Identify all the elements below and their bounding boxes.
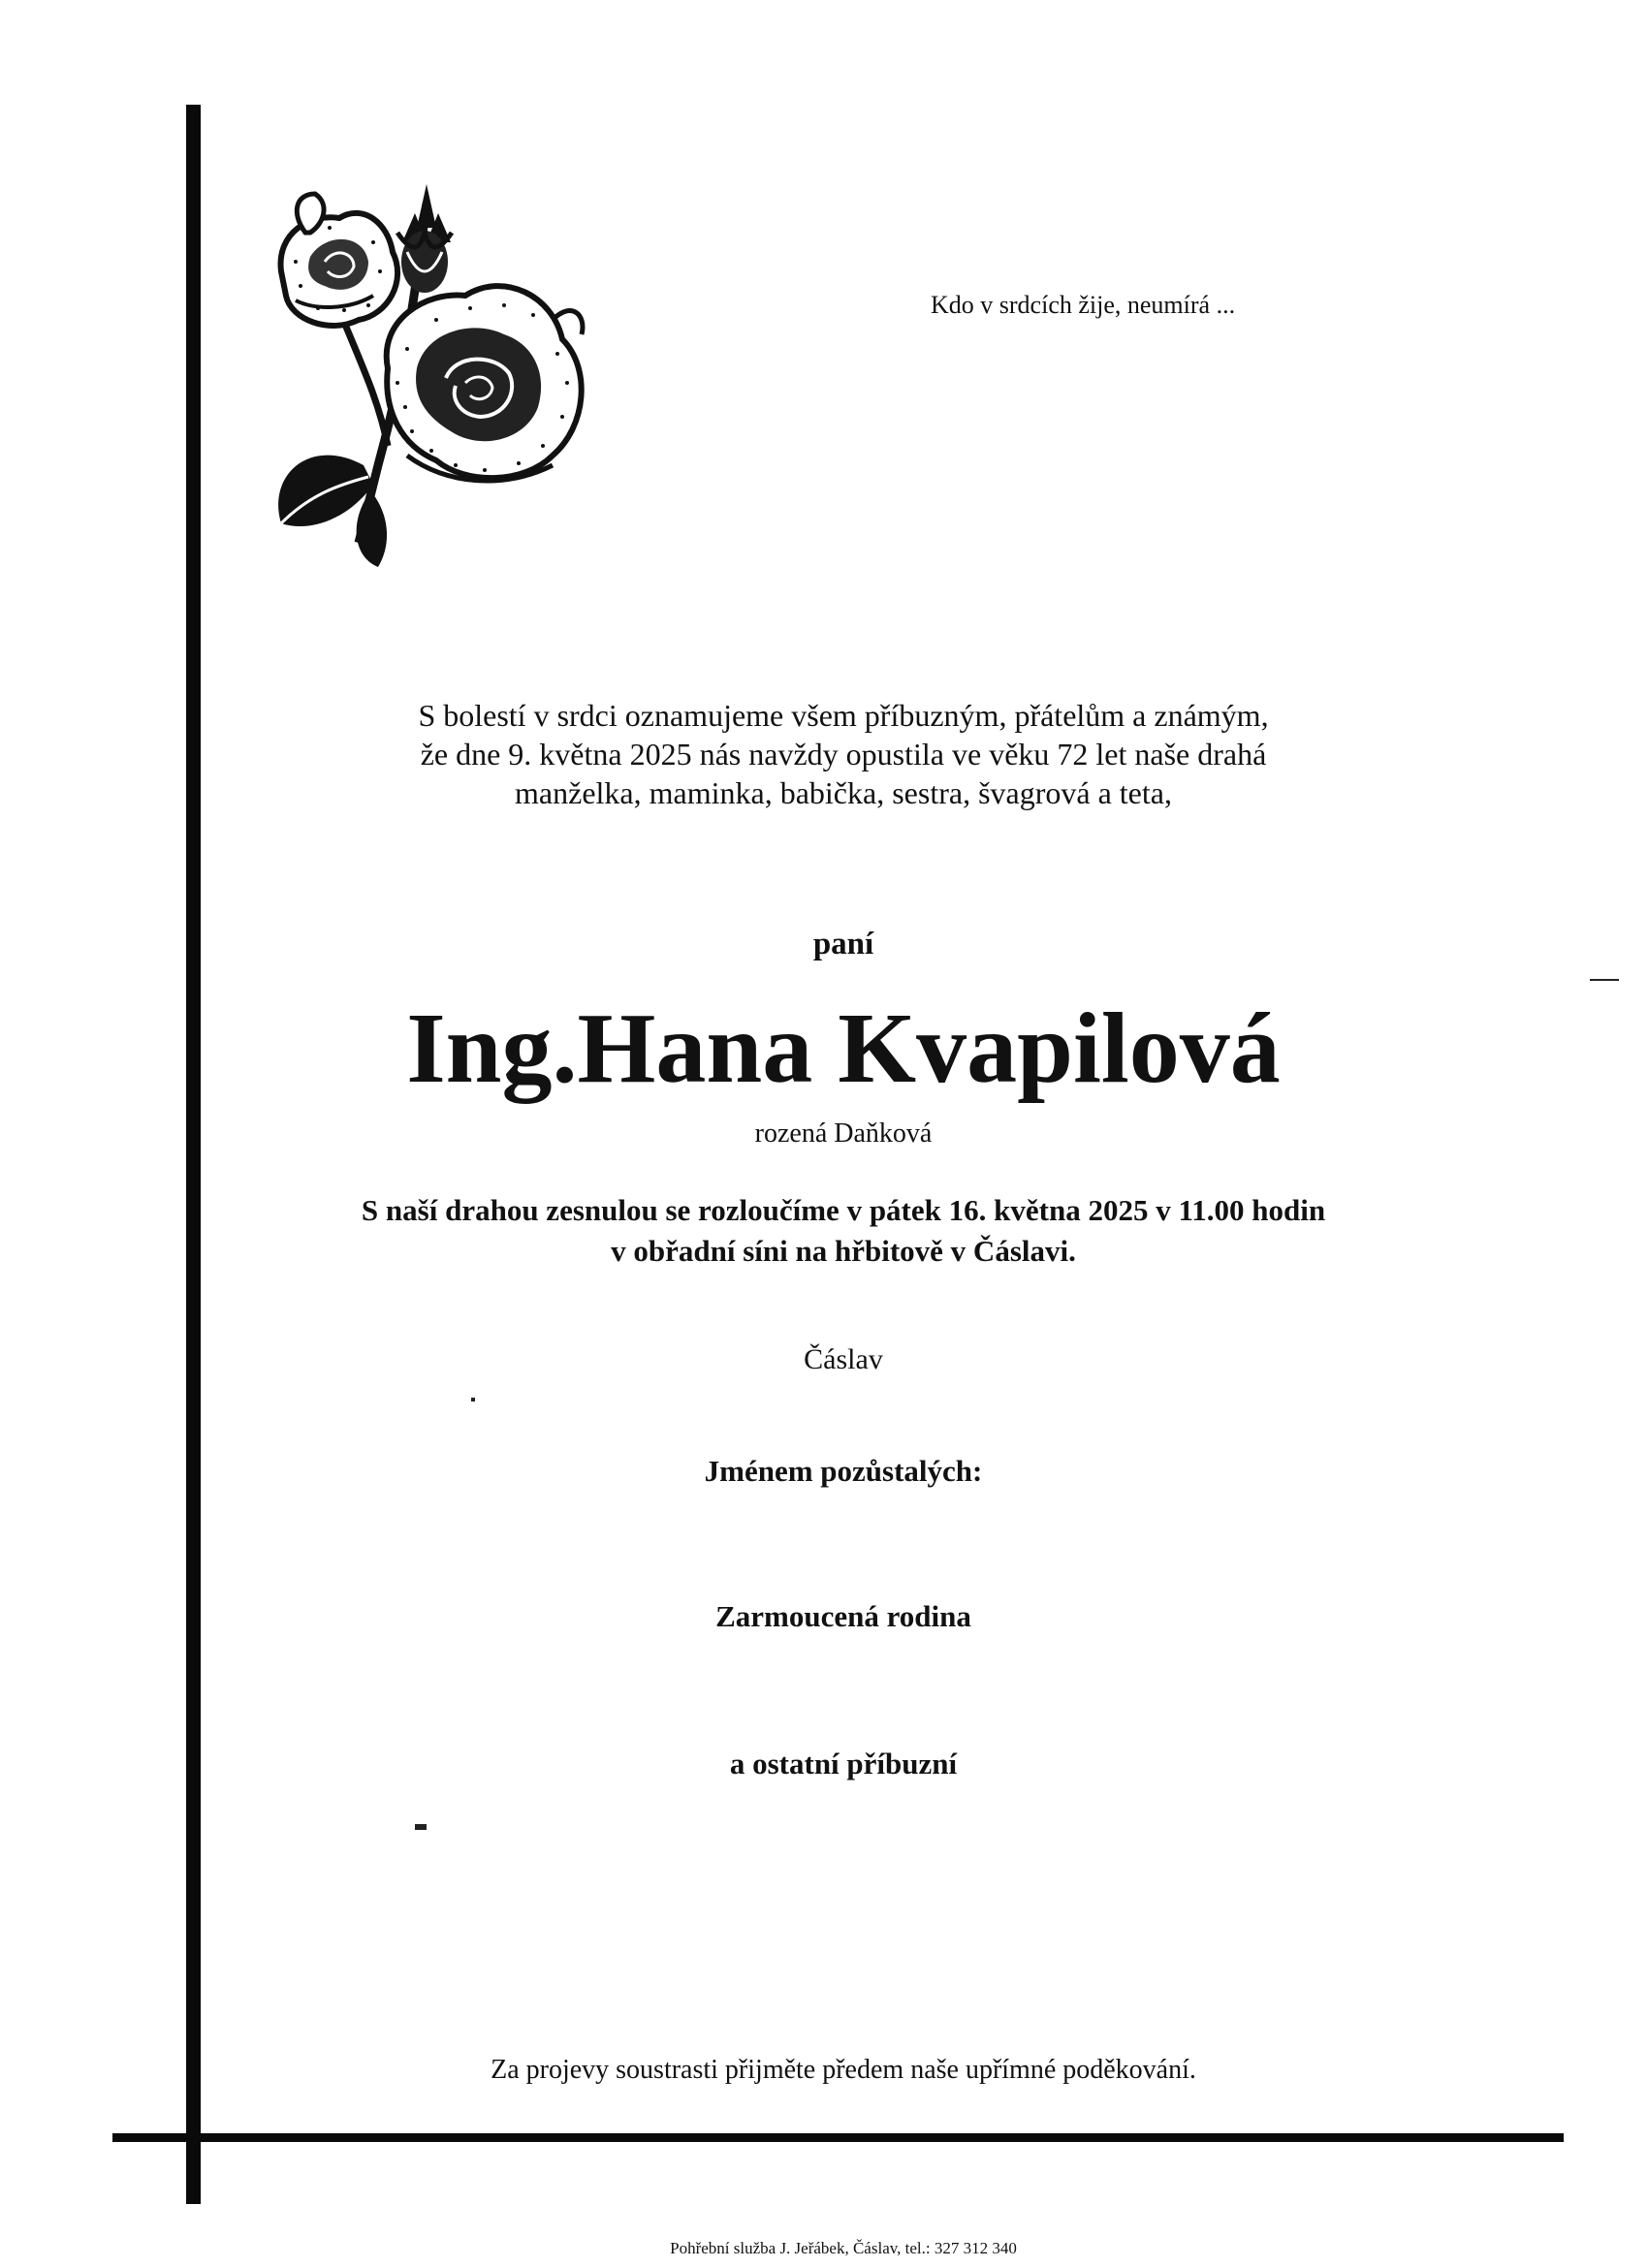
funeral-service-footer: Pohřební služba J. Jeřábek, Čáslav, tel.: 327 312 340 [670, 2239, 1017, 2257]
maiden-name: rozená Daňková [754, 1118, 933, 1149]
mourning-border-vertical [186, 105, 201, 2204]
announcement-line: S bolestí v srdci oznamujeme všem příbuzným, přátelům a známým, [418, 698, 1269, 733]
ceremony-line: S naší drahou zesnulou se rozloučíme v pátek 16. května 2025 v 11.00 hodin [361, 1193, 1326, 1227]
scan-speck [415, 1824, 427, 1830]
deceased-name: Ing.Hana Kvapilová [406, 992, 1281, 1104]
scan-speck [1590, 979, 1619, 981]
family-signature: Zarmoucená rodina [715, 1599, 971, 1633]
announcement-text [320, 696, 1367, 812]
salutation: paní [812, 927, 874, 961]
on-behalf-heading: Jménem pozůstalých: [704, 1454, 983, 1488]
announcement-line: manželka, maminka, babička, sestra, švagrová a teta, [515, 775, 1172, 810]
thanks-note: Za projevy soustrasti přijměte předem naše upřímné poděkování. [491, 2055, 1196, 2085]
rose-illustration-icon [271, 174, 591, 572]
ceremony-details [291, 1190, 1396, 1272]
ceremony-line: v obřadní síni na hřbitově v Čáslavi. [611, 1234, 1076, 1268]
relatives-signature: a ostatní příbuzní [729, 1747, 958, 1780]
scan-speck [471, 1398, 475, 1402]
motto-quote: Kdo v srdcích žije, neumírá ... [931, 291, 1236, 319]
place-name: Čáslav [804, 1343, 883, 1375]
announcement-line: že dne 9. května 2025 nás navždy opustila ve věku 72 let naše drahá [420, 737, 1267, 772]
mourning-border-horizontal [112, 2133, 1564, 2142]
